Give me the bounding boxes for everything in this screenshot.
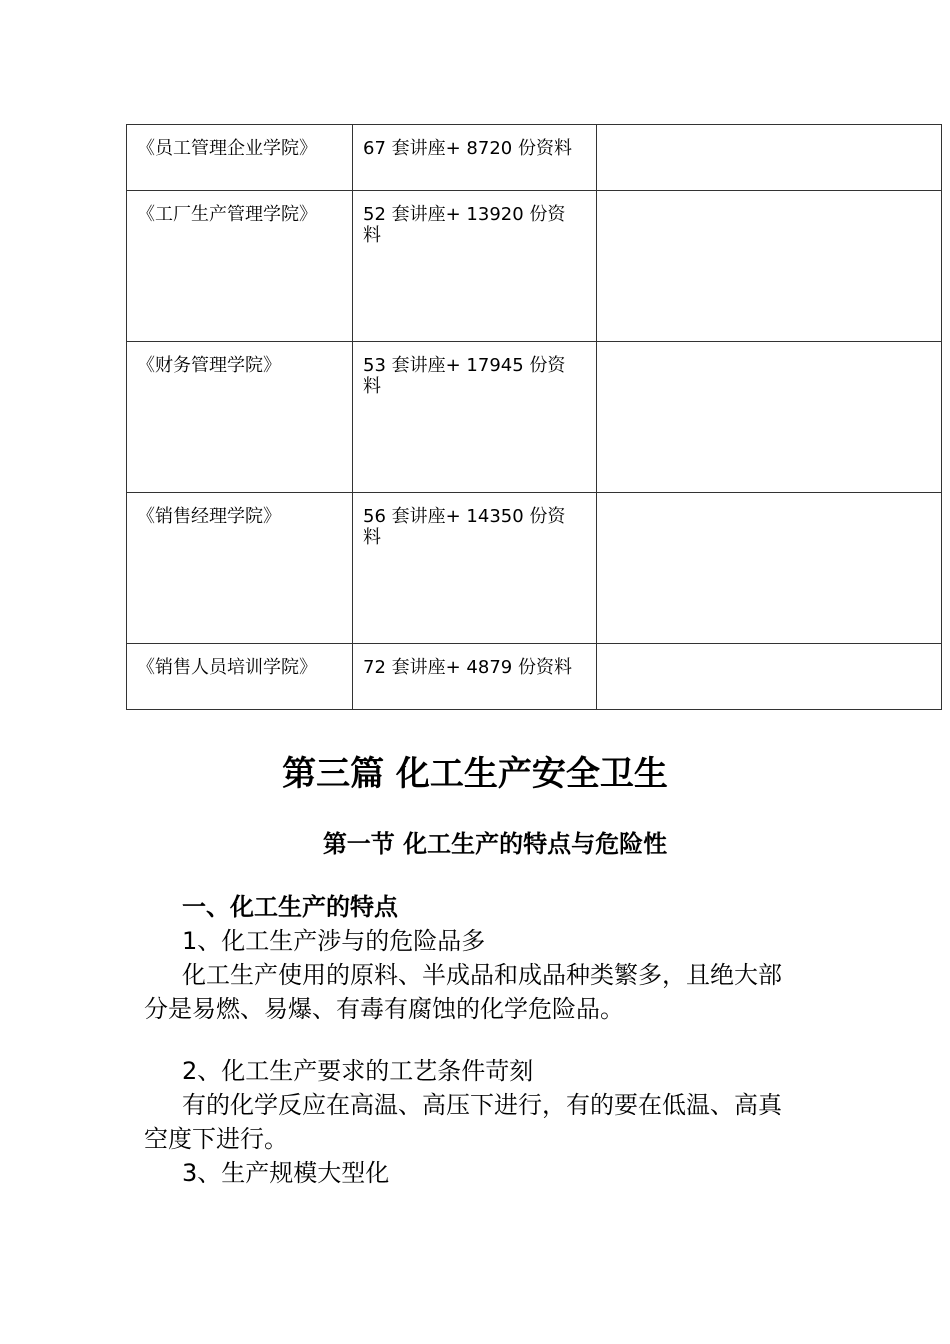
resource-count-line: 52 套讲座+ 13920 份资 [363,204,566,225]
item-paragraph: 化工生产使用的原料、半成品和成品种类繁多，且绝大部分是易燃、易爆、有毒有腐蚀的化学危险品。 [144,961,782,1023]
item-title: 1、化工生产涉与的危险品多 [182,927,486,955]
resource-count-cell [353,342,597,493]
resource-count-wrap: 料 [363,527,381,548]
college-name-cell: 《员工管理企业学院》 [127,125,353,191]
empty-cell [597,493,942,644]
empty-cell [597,342,942,493]
item-title: 2、化工生产要求的工艺条件苛刻 [182,1057,534,1085]
paragraph-spacer [144,1026,804,1054]
resource-count-cell [353,493,597,644]
resource-count-cell: 67 套讲座+ 8720 份资料 [353,125,597,191]
body-text [144,890,804,1190]
table-row [127,493,942,644]
catalog-table [126,124,942,710]
catalog-table-body [127,125,942,710]
item-paragraph: 有的化学反应在高温、高压下进行，有的要在低温、高真空度下进行。 [144,1091,782,1153]
empty-cell [597,191,942,342]
resource-count-cell [353,191,597,342]
college-name-cell: 《工厂生产管理学院》 [127,191,353,342]
table-row [127,644,942,710]
table-row [127,191,942,342]
college-name-cell: 《财务管理学院》 [127,342,353,493]
item-title: 3、生产规模大型化 [182,1159,390,1187]
section-heading: 一、化工生产的特点 [182,893,398,921]
table-row [127,342,942,493]
chapter-title: 第三篇 化工生产安全卫生 [282,754,668,794]
resource-count-wrap: 料 [363,376,381,397]
resource-count-cell: 72 套讲座+ 4879 份资料 [353,644,597,710]
table-row [127,125,942,191]
section-title: 第一节 化工生产的特点与危险性 [322,830,668,858]
resource-count-line: 56 套讲座+ 14350 份资 [363,506,566,527]
resource-count-wrap: 料 [363,225,381,246]
empty-cell [597,644,942,710]
college-name-cell: 《销售经理学院》 [127,493,353,644]
resource-count-line: 53 套讲座+ 17945 份资 [363,355,566,376]
college-name-cell: 《销售人员培训学院》 [127,644,353,710]
empty-cell [597,125,942,191]
